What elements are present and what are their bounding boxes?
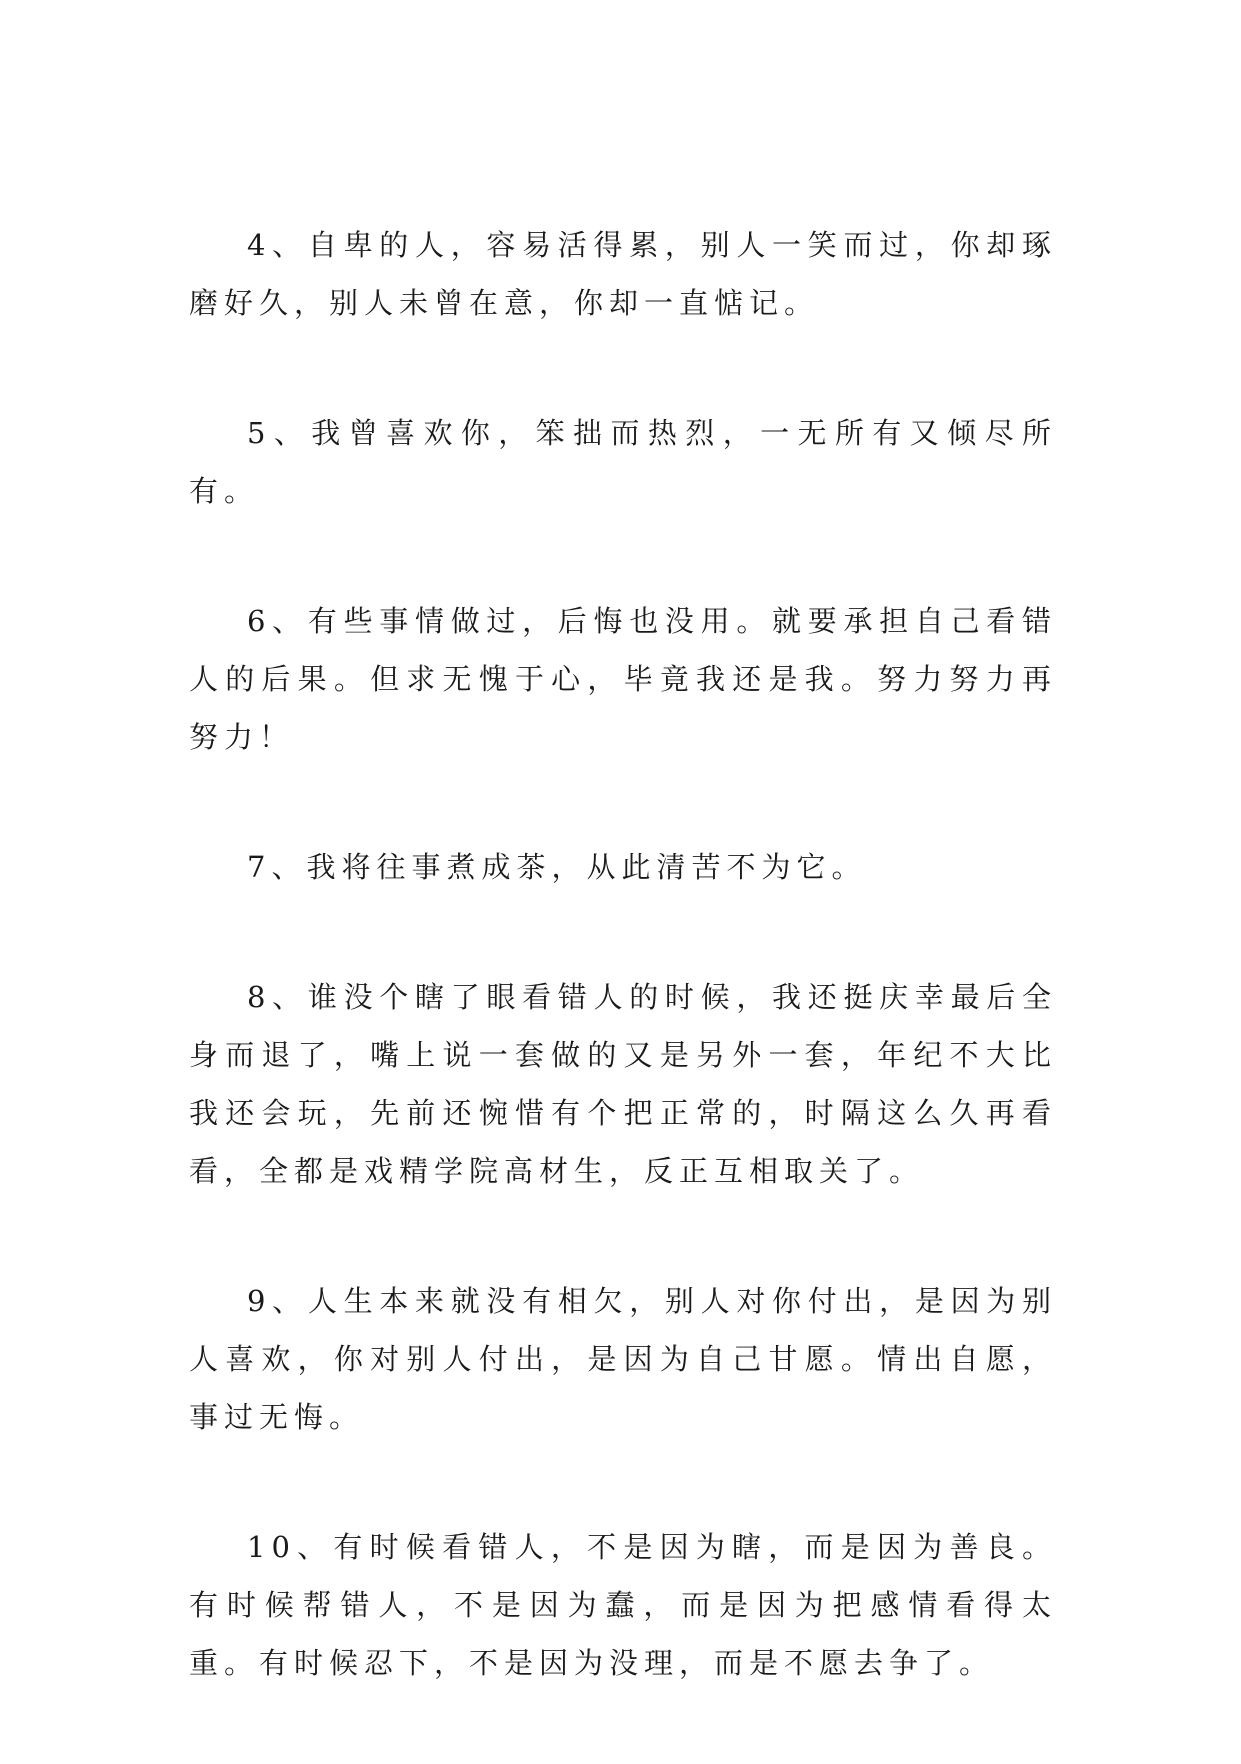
document-body — [189, 216, 1057, 1764]
quote-paragraph-4: 4、自卑的人，容易活得累，别人一笑而过，你却琢磨好久，别人未曾在意，你却一直惦记。 — [189, 228, 1057, 320]
quote-paragraph-7: 7、我将往事煮成茶，从此清苦不为它。 — [247, 850, 867, 884]
quote-paragraph-10: 10、有时候看错人，不是因为瞎，而是因为善良。有时候帮错人，不是因为蠢，而是因为把感情看得太重。有时候忍下，不是因为没理，而是不愿去争了。 — [189, 1530, 1057, 1680]
quote-paragraph-6: 6、有些事情做过，后悔也没用。就要承担自己看错人的后果。但求无愧于心，毕竟我还是我。努力努力再努力！ — [189, 604, 1057, 754]
quote-paragraph-9: 9、人生本来就没有相欠，别人对你付出，是因为别人喜欢，你对别人付出，是因为自己甘愿。情出自愿，事过无悔。 — [189, 1284, 1057, 1434]
quote-paragraph-8: 8、谁没个瞎了眼看错人的时候，我还挺庆幸最后全身而退了，嘴上说一套做的又是另外一套，年纪不大比我还会玩，先前还惋惜有个把正常的，时隔这么久再看看，全都是戏精学院高材生，反正互相取关了。 — [189, 980, 1057, 1188]
quote-paragraph-5: 5、我曾喜欢你，笨拙而热烈，一无所有又倾尽所有。 — [189, 416, 1057, 508]
